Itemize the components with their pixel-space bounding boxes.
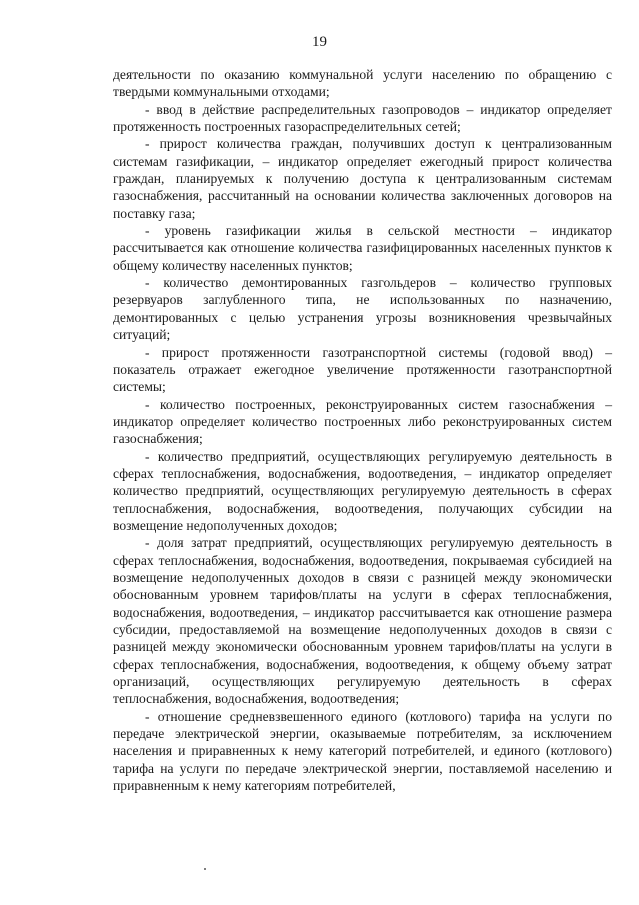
list-item-gas-holders: - количество демонтированных газгольдеров – количество групповых резервуаров заглубленного типа, не использованных по назначению, демонтированных с целью устранения угрозы возникновения чрезвычайных ситуаций; — [113, 275, 612, 343]
paragraph-continuation: деятельности по оказанию коммунальной услуги населению по обращению с твердыми коммунальными отходами; — [113, 67, 612, 100]
page-number: 19 — [312, 34, 327, 50]
list-item-rural-gasification: - уровень газификации жилья в сельской местности – индикатор рассчитывается как отношение количества газифицированных населенных пунктов к общему количеству населенных пунктов; — [113, 223, 612, 273]
scan-speck — [204, 868, 206, 870]
list-item-subsidy-cost-share: - доля затрат предприятий, осуществляющих регулируемую деятельность в сферах теплоснабжения, водоснабжения, водоотведения, покрываемая субсидией на возмещение недополученных доходов в связи с разницей между экономически обоснованным уровнем тарифов/платы на услуги в сферах теплоснабжения, водоснабжения, водоотведения, – индикатор рассчитывается как отношение размера субсидии, предоставляемой на возмещение недополученных доходов в связи с разницей между экономически обоснованным уровнем тарифов/платы на услуги в сферах теплоснабжения, водоснабжения, водоотведения, к общему объему затрат организаций, осуществляющих регулируемую деятельность в сферах теплоснабжения, водоснабжения, водоотведения; — [113, 535, 612, 707]
list-item-gas-access-growth: - прирост количества граждан, получивших доступ к централизованным системам газификации, – индикатор определяет ежегодный прирост количества граждан, планируемых к получению доступа к централизованным системам газоснабжения, рассчитанный на основании количества заключенных договоров на поставку газа; — [113, 136, 612, 221]
document-body — [113, 66, 612, 794]
list-item-gas-transport-growth: - прирост протяженности газотранспортной системы (годовой ввод) – показатель отражает ежегодное увеличение протяженности газотранспортной системы; — [113, 344, 612, 395]
list-item-gas-systems-count: - количество построенных, реконструированных систем газоснабжения – индикатор определяет количество построенных либо реконструированных систем газоснабжения; — [113, 396, 612, 447]
list-item-electricity-tariff-ratio: - отношение средневзвешенного единого (котлового) тарифа на услуги по передаче электрической энергии, оказываемые потребителям, за исключением населения и приравненных к нему категорий потребителей, и единого (котлового) тарифа на услуги по передаче электрической энергии, поставляемой населению и приравненным к нему категориям потребителей, — [113, 708, 612, 794]
list-item-utility-enterprises-count: - количество предприятий, осуществляющих регулируемую деятельность в сферах теплоснабжения, водоснабжения, водоотведения, – индикатор определяет количество предприятий, осуществляющих регулируемую деятельность в сферах теплоснабжения, водоснабжения, водоотведения, получающих субсидии на возмещение недополученных доходов; — [113, 448, 612, 533]
list-item-gas-pipelines: - ввод в действие распределительных газопроводов – индикатор определяет протяженность построенных газораспределительных сетей; — [113, 101, 612, 135]
